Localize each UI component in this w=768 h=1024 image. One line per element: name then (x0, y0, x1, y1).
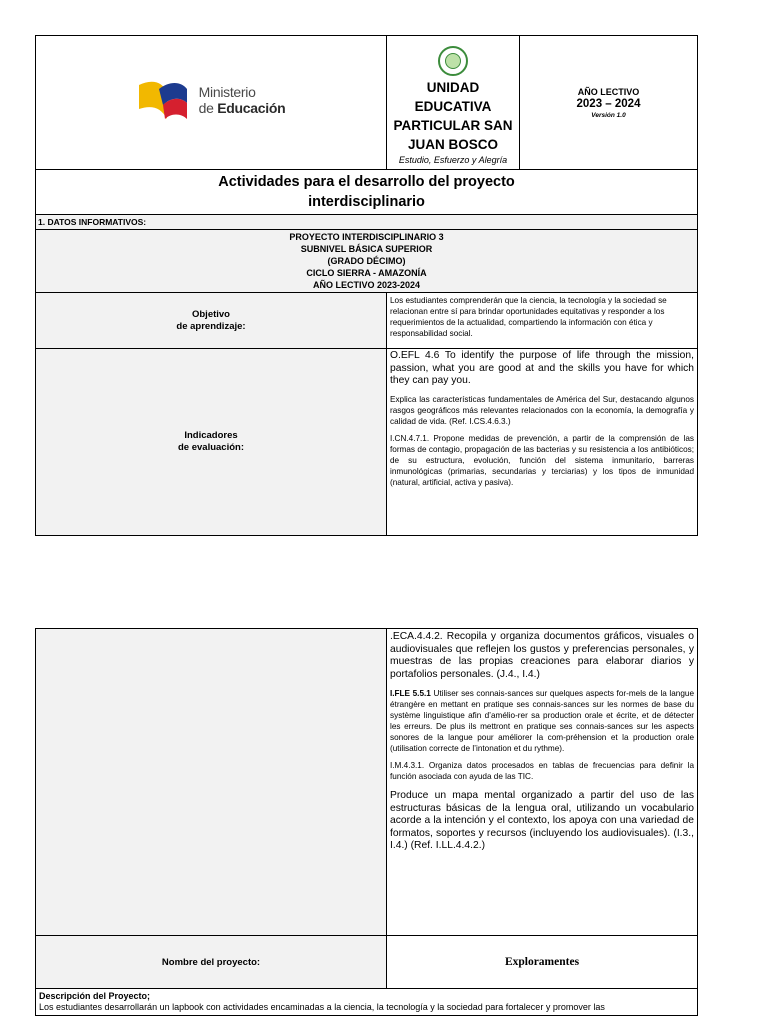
nombre-proyecto-value: Exploramentes (387, 936, 698, 989)
indicadores-label-continued (36, 629, 387, 936)
info-table (35, 214, 698, 536)
school-seal-icon (438, 46, 468, 76)
year-cell (520, 36, 698, 170)
school-cell (387, 36, 520, 170)
school-name: UNIDAD EDUCATIVA PARTICULAR SAN JUAN BOSCO (393, 80, 513, 152)
ministry-line-1: Ministerio (198, 84, 256, 100)
indicador-cn: I.CN.4.7.1. Propone medidas de prevención, a partir de la comprensión de las formas de contagio, propagación de las bacterias y su resistencia a los antibióticos; de su estructura, evolución, función del sistema inmunitario, barreras inmunológicas (primarias, secundarias y terciarias) y los tipos de inmunidad (natural, artificial, activa y pasiva). (390, 433, 694, 487)
section-datos-informativos: 1. DATOS INFORMATIVOS: (36, 215, 698, 230)
ministry-logo-cell (36, 36, 387, 170)
page-1 (35, 35, 697, 536)
nombre-proyecto-label: Nombre del proyecto: (36, 936, 387, 989)
year-label: AÑO LECTIVO (577, 86, 640, 97)
indicadores-content-1 (387, 349, 698, 536)
indicador-cs: Explica las características fundamentales de América del Sur, destacando algunos rasgos geográficos más relevantes relacionados con la economía, la demografía y calidad de vida. (Ref. I.CS.4.6.3.) (390, 394, 694, 426)
ministry-logo (137, 79, 286, 121)
indicador-fle: I.FLE 5.5.1 Utiliser ses connais-sances sur quelques aspects for-mels de la langue étrangère en mettant en pratique ses connais-sances sur les normes de base du système linguistique afin d’amélio-rer sa production orale et écrite, et de détecter les erreurs. De plus ils mettront en pratique ses connais-sances sur les aspects sonores de la langue pour améliorer la com-préhension et la production orale (utilisation correcte de l’intonation et du rythme). (390, 689, 695, 753)
descripcion-label: Descripción del Proyecto; (39, 991, 151, 1001)
indicadores-content-2 (387, 629, 698, 936)
version-label: Versión 1.0 (591, 111, 626, 119)
indicador-eca: .ECA.4.4.2. Recopila y organiza documentos gráficos, visuales o audiovisuales que reflejen los gustos y preferencias personales, y muestras de las propias creaciones para elaborar diarios y portafolios personales. (J.4., I.4.) (390, 631, 694, 680)
ministry-flag-icon (137, 79, 193, 121)
project-info-block: PROYECTO INTERDISCIPLINARIO 3 SUBNIVEL BÁSICA SUPERIOR (GRADO DÉCIMO) CICLO SIERRA - AMAZONÍA AÑO LECTIVO 2023-2024 (36, 230, 698, 293)
indicador-efl: O.EFL 4.6 To identify the purpose of life through the mission, passion, what you are good at and the skills you have for which they can pay you. (390, 350, 694, 386)
indicador-ll: Produce un mapa mental organizado a partir del uso de las estructuras básicas de la lengua oral, utilizando un vocabulario acorde a la intención y el contexto, los apoya con una variedad de formatos, soportes y recursos (incluyendo los audiovisuales). (I.3., I.4.) (Ref. I.LL.4.4.2.) (390, 790, 694, 851)
objetivo-text: Los estudiantes comprenderán que la ciencia, la tecnología y la sociedad se relacionan entre sí para brindar oportunidades equitativas y responder a los requerimientos de la actualidad, compartiendo la información con ética y responsabilidad social. (387, 293, 698, 349)
indicadores-continued-table (35, 628, 698, 1016)
descripcion-proyecto (36, 989, 698, 1016)
descripcion-text: Los estudiantes desarrollarán un lapbook con actividades encaminadas a la ciencia, la tecnología y la sociedad para fortalecer y promover las (39, 1002, 605, 1012)
indicador-m: I.M.4.3.1. Organiza datos procesados en tablas de frecuencias para definir la función asociada con ayuda de las TIC. (390, 761, 694, 781)
header-table (35, 35, 698, 215)
school-motto: Estudio, Esfuerzo y Alegría (398, 155, 508, 165)
document-title: Actividades para el desarrollo del proyecto interdisciplinario (36, 170, 698, 215)
page-2 (35, 628, 697, 1016)
year-range: 2023 – 2024 (576, 97, 641, 110)
ministry-wordmark (199, 84, 286, 116)
ministry-line-2: de Educación (198, 100, 286, 116)
objetivo-label: Objetivo de aprendizaje: (36, 293, 387, 349)
indicadores-label: Indicadores de evaluación: (36, 349, 387, 536)
